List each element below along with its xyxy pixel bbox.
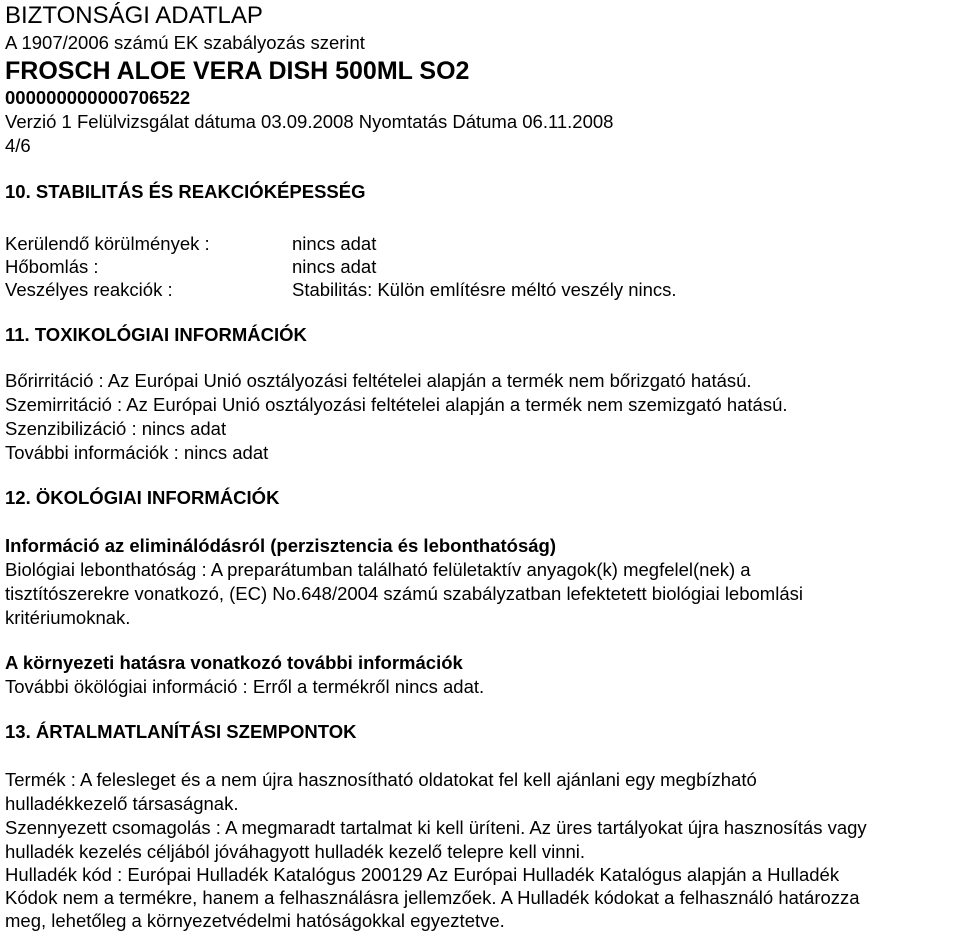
s13-line: Termék : A felesleget és a nem újra hasznosítható oldatokat fel kell ajánlani egy megbízható [5, 769, 757, 790]
s10-row-value: nincs adat [292, 256, 377, 277]
s11-line: Szenzibilizáció : nincs adat [5, 418, 227, 439]
version-line: Verzió 1 Felülvizsgálat dátuma 03.09.2008 Nyomtatás Dátuma 06.11.2008 [5, 111, 614, 132]
page-number: 4/6 [5, 135, 31, 156]
regulation-line: A 1907/2006 számú EK szabályozás szerint [5, 32, 365, 53]
section-10-heading: 10. STABILITÁS ÉS REAKCIÓKÉPESSÉG [5, 181, 366, 202]
product-code: 000000000000706522 [5, 87, 191, 108]
s10-row-label: Kerülendő körülmények : [5, 233, 210, 254]
section-11-heading: 11. TOXIKOLÓGIAI INFORMÁCIÓK [5, 324, 307, 345]
s11-line: Szemirritáció : Az Európai Unió osztályozási feltételei alapján a termék nem szemizgató hatású. [5, 394, 788, 415]
s11-line: További információk : nincs adat [5, 442, 269, 463]
s12-line: tisztítószerekre vonatkozó, (EC) No.648/2004 számú szabályzatban lefektetett biológiai lebomlási [5, 583, 803, 604]
s13-line: Hulladék kód : Európai Hulladék Katalógus 200129 Az Európai Hulladék Katalógus alapján a Hulladék [5, 864, 840, 885]
s10-row-value: Stabilitás: Külön említésre méltó veszély nincs. [292, 279, 677, 300]
section-12-heading: 12. ÖKOLÓGIAI INFORMÁCIÓK [5, 487, 280, 508]
s13-line: hulladékkezelő társaságnak. [5, 793, 239, 814]
s10-row-value: nincs adat [292, 233, 377, 254]
s10-row-label: Veszélyes reakciók : [5, 279, 173, 300]
document-title: BIZTONSÁGI ADATLAP [5, 2, 263, 29]
s12-line: Biológiai lebonthatóság : A preparátumban található felületaktív anyagok(k) megfelel(nek) a [5, 559, 751, 580]
s13-line: Szennyezett csomagolás : A megmaradt tartalmat ki kell üríteni. Az üres tartályokat újra hasznosítás vagy [5, 817, 867, 838]
s13-line: meg, lehetőleg a környezetvédelmi hatóságokkal egyeztetve. [5, 910, 505, 931]
s13-line: hulladék kezelés céljából jóváhagyott hulladék kezelő telepre kell vinni. [5, 841, 586, 862]
product-name: FROSCH ALOE VERA DISH 500ML SO2 [5, 57, 470, 85]
s11-line: Bőrirritáció : Az Európai Unió osztályozási feltételei alapján a termék nem bőrizgató hatású. [5, 370, 752, 391]
s12-line: További ökölógiai információ : Erről a termékről nincs adat. [5, 676, 485, 697]
s13-line: Kódok nem a termékre, hanem a felhasználásra jellemzőek. A Hulladék kódokat a felhasználó határozza [5, 887, 860, 908]
s10-row-label: Hőbomlás : [5, 256, 99, 277]
s12-subheading: Információ az eliminálódásról (perzisztencia és lebonthatóság) [5, 535, 557, 556]
section-13-heading: 13. ÁRTALMATLANÍTÁSI SZEMPONTOK [5, 721, 357, 742]
s12-line: kritériumoknak. [5, 607, 131, 628]
s12-subheading: A környezeti hatásra vonatkozó további információk [5, 652, 463, 673]
